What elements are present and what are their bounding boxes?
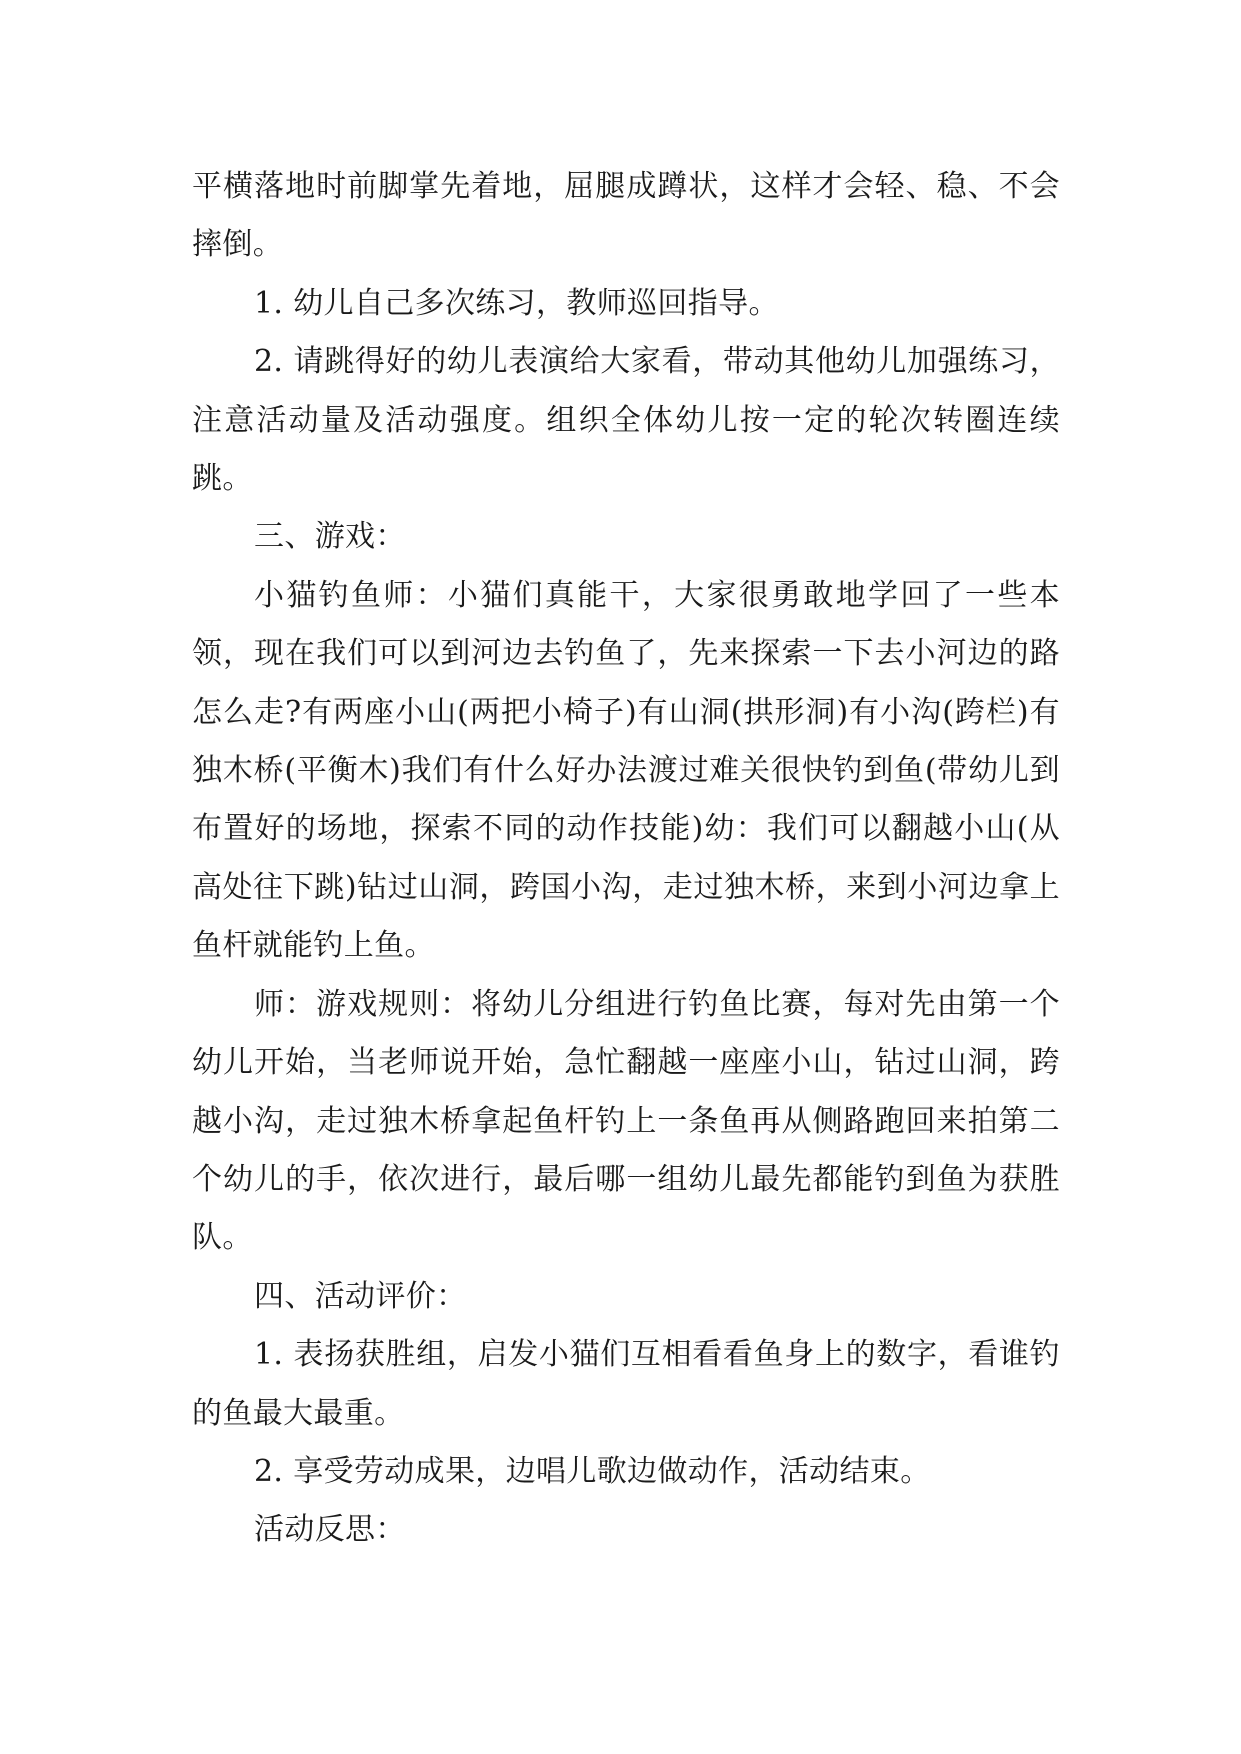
paragraph-kitten-fishing: 小猫钓鱼师：小猫们真能干，大家很勇敢地学回了一些本领，现在我们可以到河边去钓鱼了，先来探索一下去小河边的路怎么走?有两座小山(两把小椅子)有山洞(拱形洞)有小沟(跨栏)有独木桥(平衡木)我们有什么好办法渡过难关很快钓到鱼(带幼儿到布置好的场地，探索不同的动作技能)幼：我们可以翻越小山(从高处往下跳)钻过山洞，跨国小沟，走过独木桥，来到小河边拿上鱼杆就能钓上鱼。 <box>192 577 1060 964</box>
paragraph-step-1-practice: 1. 幼儿自己多次练习，教师巡回指导。 <box>254 285 779 321</box>
section-heading-evaluation: 四、活动评价： <box>254 1278 467 1314</box>
paragraph-game-rules: 师：游戏规则：将幼儿分组进行钓鱼比赛，每对先由第一个幼儿开始，当老师说开始，急忙翻越一座座小山，钻过山洞，跨越小沟，走过独木桥拿起鱼杆钓上一条鱼再从侧路跑回来拍第二个幼儿的手，依次进行，最后哪一组幼儿最先都能钓到鱼为获胜队。 <box>192 986 1060 1256</box>
section-heading-game: 三、游戏： <box>254 519 406 555</box>
section-heading-reflection: 活动反思： <box>254 1512 406 1548</box>
document-body <box>192 158 1060 1560</box>
paragraph-evaluation-2: 2. 享受劳动成果，边唱儿歌边做动作，活动结束。 <box>254 1453 931 1489</box>
paragraph-evaluation-1: 1. 表扬获胜组，启发小猫们互相看看鱼身上的数字，看谁钓的鱼最大最重。 <box>192 1337 1060 1431</box>
paragraph-landing-technique: 平横落地时前脚掌先着地，屈腿成蹲状，这样才会轻、稳、不会摔倒。 <box>192 169 1060 263</box>
paragraph-step-2-demonstration: 2. 请跳得好的幼儿表演给大家看，带动其他幼儿加强练习，注意活动量及活动强度。组织全体幼儿按一定的轮次转圈连续跳。 <box>192 344 1060 497</box>
